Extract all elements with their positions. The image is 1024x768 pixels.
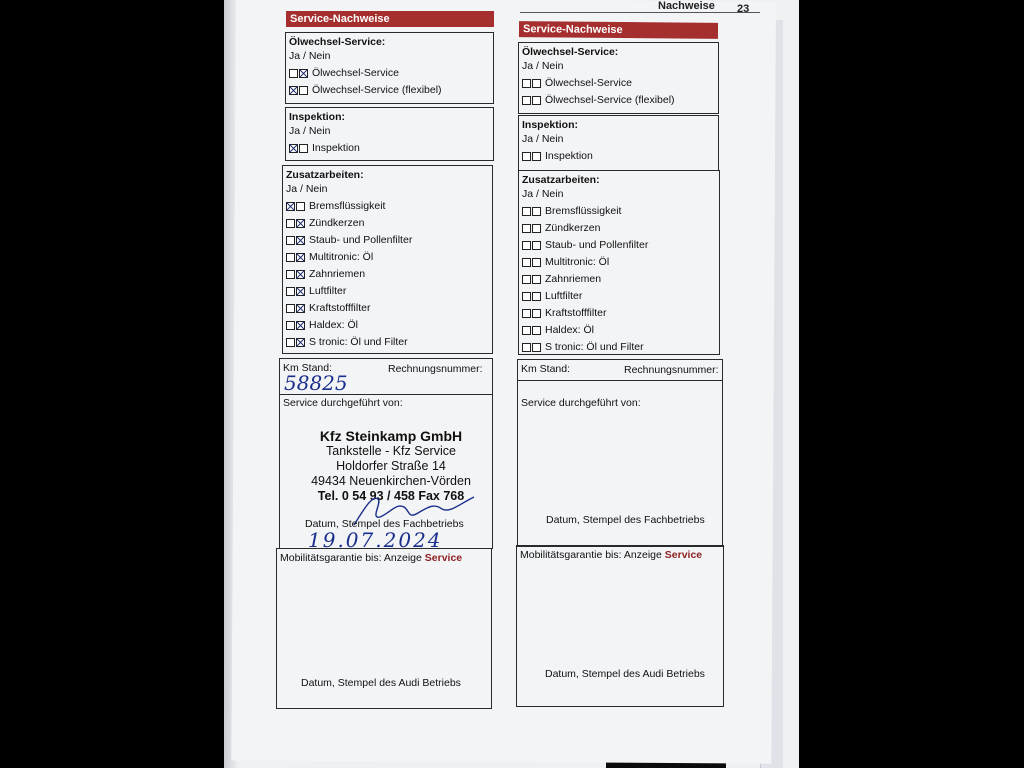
stamp-company: Kfz Steinkamp GmbH [319,428,463,444]
checklist-row [522,322,719,339]
service-label: Service durchgeführt von: [521,397,641,409]
service-label: Service durchgeführt von: [283,397,403,409]
checkbox-pair [522,96,542,105]
ja-checkbox[interactable] [522,309,531,318]
checkbox-pair [286,321,306,330]
ja-checkbox[interactable] [522,207,531,216]
right-column [519,21,718,39]
right-insp-items [519,148,718,165]
checklist-label: S tronic: Öl und Filter [545,341,644,353]
checkbox-pair [286,304,306,313]
ja-checkbox[interactable] [286,219,295,228]
page-header-title: Nachweise [658,0,715,12]
ja-checkbox[interactable] [522,326,531,335]
checklist-label: Luftfilter [309,285,347,297]
checklist-row [286,266,492,283]
checkbox-pair [522,79,542,88]
ja-checkbox[interactable] [522,241,531,250]
km-label: Km Stand: [521,363,571,375]
checklist-row [286,198,492,215]
checklist-row [522,75,718,92]
insp-title: Inspektion: [289,111,346,123]
left-oel-box [285,32,494,104]
nein-checkbox[interactable] [532,79,541,88]
checklist-row [289,82,493,99]
ja-checkbox[interactable] [522,96,531,105]
checkbox-pair [522,343,542,352]
nein-checkbox[interactable] [299,86,308,95]
km-label: Km Stand: [283,362,333,374]
ja-checkbox[interactable] [522,343,531,352]
mobil-label-text: Mobilitätsgarantie bis: Anzeige [520,549,662,561]
ja-checkbox[interactable] [286,321,295,330]
janein-label: Ja / Nein [522,188,564,200]
zusatz-title: Zusatzarbeiten: [522,174,600,186]
checklist-label: Haldex: Öl [309,319,359,331]
divider [518,380,722,381]
ja-checkbox[interactable] [286,236,295,245]
checkbox-pair [522,275,542,284]
checkbox-pair [522,241,542,250]
ja-checkbox[interactable] [522,152,531,161]
ja-checkbox[interactable] [289,69,298,78]
mobil-service: Service [424,552,463,564]
checklist-row [522,92,718,109]
checklist-label: Kraftstofffilter [309,302,371,314]
left-column [286,11,494,27]
audi-label: Datum, Stempel des Audi Betriebs [301,677,461,689]
checklist-row [286,317,492,334]
nein-checkbox[interactable] [532,292,541,301]
checkbox-pair [289,69,309,78]
left-record-box [279,358,493,552]
mobil-label-text: Mobilitätsgarantie bis: Anzeige [280,552,422,564]
nein-checkbox[interactable] [532,152,541,161]
ja-checkbox[interactable] [286,287,295,296]
checklist-row [522,288,719,305]
checklist-label: Inspektion [545,150,593,162]
janein-label: Ja / Nein [289,125,331,137]
nein-checkbox[interactable] [532,343,541,352]
checkbox-pair [289,144,309,153]
right-zusatz-box [518,170,720,355]
checklist-row [286,334,492,351]
checklist-label: Inspektion [312,142,360,154]
checklist-row [289,65,493,82]
checklist-label: Luftfilter [545,290,583,302]
checklist-row [522,339,719,356]
checkbox-pair [522,207,542,216]
checklist-label: Kraftstofffilter [545,307,607,319]
mobil-label [280,552,462,564]
oel-title: Ölwechsel-Service: [522,46,619,58]
right-oel-items [519,75,718,109]
checklist-row [286,283,492,300]
checklist-label: Zündkerzen [545,222,601,234]
rechnung-label: Rechnungsnummer: [624,364,719,376]
nein-checkbox[interactable] [532,326,541,335]
datum-label: Datum, Stempel des Fachbetriebs [546,514,705,526]
nein-checkbox[interactable] [296,321,305,330]
left-oel-items [286,65,493,99]
nein-checkbox[interactable] [299,69,308,78]
checklist-label: Zündkerzen [309,217,365,229]
ja-checkbox[interactable] [286,253,295,262]
checkbox-pair [286,270,306,279]
ja-checkbox[interactable] [286,202,295,211]
ja-checkbox[interactable] [289,86,298,95]
nein-checkbox[interactable] [296,236,305,245]
audi-label: Datum, Stempel des Audi Betriebs [545,668,705,680]
checklist-label: Ölwechsel-Service [312,67,399,79]
checklist-label: Ölwechsel-Service (flexibel) [312,84,442,96]
checklist-row [286,232,492,249]
checklist-row [522,271,719,288]
checklist-label: Staub- und Pollenfilter [309,234,413,246]
checkbox-pair [522,224,542,233]
checkbox-pair [522,258,542,267]
right-section-title: Service-Nachweise [519,21,718,39]
checkbox-pair [286,287,306,296]
nein-checkbox[interactable] [532,275,541,284]
stamp-line4: 49434 Neuenkirchen-Vörden [311,474,471,488]
nein-checkbox[interactable] [296,338,305,347]
checkbox-pair [522,326,542,335]
right-mobil-box [516,545,724,707]
insp-title: Inspektion: [522,119,579,131]
checkbox-pair [286,253,306,262]
left-insp-box [285,107,494,161]
nein-checkbox[interactable] [296,287,305,296]
janein-label: Ja / Nein [522,60,564,72]
nein-checkbox[interactable] [296,270,305,279]
checklist-label: Multitronic: Öl [309,251,374,263]
checklist-label: Haldex: Öl [545,324,595,336]
nein-checkbox[interactable] [532,258,541,267]
page-number: 23 [737,3,750,15]
checkbox-pair [286,338,306,347]
nein-checkbox[interactable] [296,219,305,228]
nein-checkbox[interactable] [532,241,541,250]
zusatz-title: Zusatzarbeiten: [286,169,364,181]
checklist-row [522,237,719,254]
ja-checkbox[interactable] [522,292,531,301]
checkbox-pair [289,86,309,95]
left-zusatz-items [283,198,492,351]
nein-checkbox[interactable] [296,304,305,313]
nein-checkbox[interactable] [296,202,305,211]
ja-checkbox[interactable] [286,304,295,313]
left-insp-items [286,140,493,157]
right-zusatz-items [519,203,719,356]
datum-label: Datum, Stempel des Fachbetriebs [305,518,464,530]
janein-label: Ja / Nein [289,50,331,62]
oel-title: Ölwechsel-Service: [289,36,386,48]
janein-label: Ja / Nein [522,133,564,145]
ja-checkbox[interactable] [286,270,295,279]
checkbox-pair [286,202,306,211]
nein-checkbox[interactable] [532,96,541,105]
header-rule [520,12,760,13]
stamp-line2: Tankstelle - Kfz Service [326,444,456,458]
ja-checkbox[interactable] [286,338,295,347]
stamp-line3: Holdorfer Straße 14 [336,459,446,473]
checkbox-pair [286,236,306,245]
right-record-box [517,359,723,547]
ja-checkbox[interactable] [522,224,531,233]
checklist-row [289,140,493,157]
nein-checkbox[interactable] [296,253,305,262]
divider [280,394,492,395]
checklist-row [522,305,719,322]
right-oel-box [518,42,719,114]
ja-checkbox[interactable] [289,144,298,153]
service-date: 19.07.2024 [308,528,443,552]
checkbox-pair [522,152,542,161]
checklist-row [286,300,492,317]
left-section-title: Service-Nachweise [286,11,494,27]
nein-checkbox[interactable] [532,207,541,216]
janein-label: Ja / Nein [286,183,328,195]
km-value: 58825 [284,371,348,395]
checklist-row [522,203,719,220]
rechnung-label: Rechnungsnummer: [388,363,483,375]
nein-checkbox[interactable] [299,144,308,153]
checklist-label: Ölwechsel-Service [545,77,632,89]
right-insp-box [518,115,719,171]
checklist-row [286,249,492,266]
checkbox-pair [286,219,306,228]
stamp-line5: Tel. 0 54 93 / 458 Fax 768 [317,489,465,503]
mobil-service: Service [664,549,703,561]
left-mobil-box [276,548,492,709]
checklist-label: Staub- und Pollenfilter [545,239,649,251]
ja-checkbox[interactable] [522,275,531,284]
checklist-label: Bremsflüssigkeit [545,205,622,217]
ja-checkbox[interactable] [522,79,531,88]
checklist-label: Zahnriemen [545,273,602,285]
checklist-label: Zahnriemen [309,268,366,280]
nein-checkbox[interactable] [532,309,541,318]
checklist-row [286,215,492,232]
checklist-row [522,220,719,237]
left-zusatz-box [282,165,493,354]
checklist-label: Multitronic: Öl [545,256,610,268]
checkbox-pair [522,309,542,318]
checklist-row [522,254,719,271]
checklist-label: Ölwechsel-Service (flexibel) [545,94,675,106]
mobil-label [520,549,702,561]
checklist-label: Bremsflüssigkeit [309,200,386,212]
checkbox-pair [522,292,542,301]
ja-checkbox[interactable] [522,258,531,267]
checklist-row [522,148,718,165]
checklist-label: S tronic: Öl und Filter [309,336,408,348]
nein-checkbox[interactable] [532,224,541,233]
